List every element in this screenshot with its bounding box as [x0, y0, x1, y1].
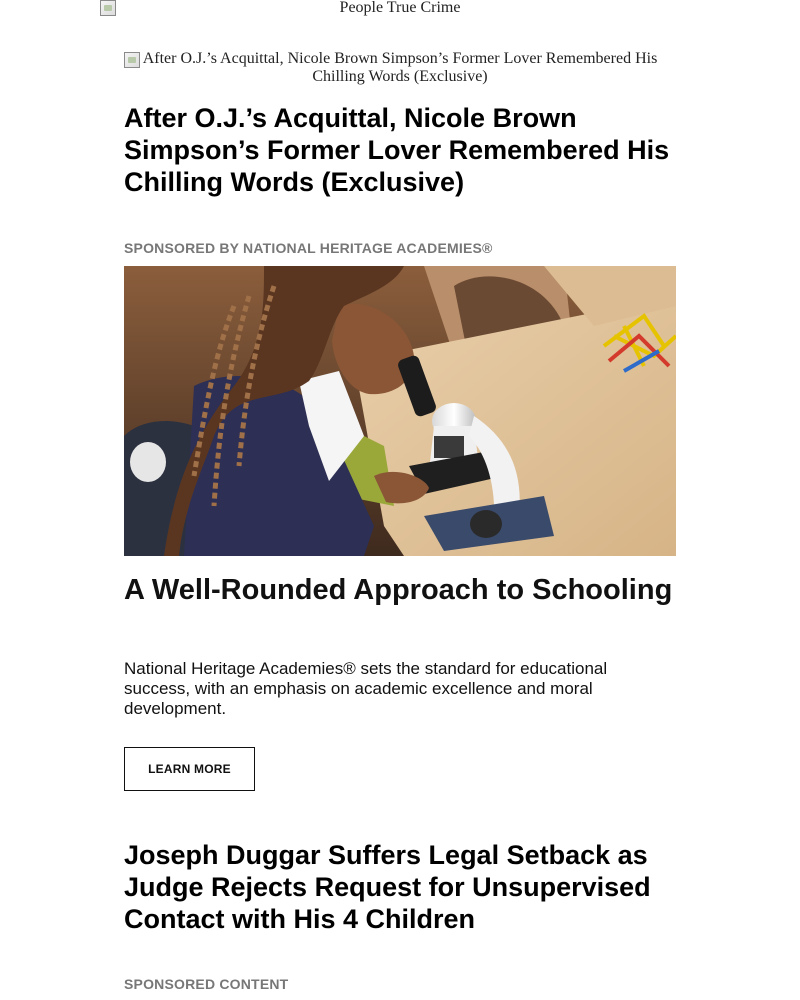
story-headline-link[interactable]: Joseph Duggar Suffers Legal Setback as Judge Rejects Request for Unsupervised Contact with His 4 Children	[124, 840, 651, 934]
sponsor-label: SPONSORED BY NATIONAL HERITAGE ACADEMIES®	[124, 240, 493, 256]
sponsored-photo[interactable]	[124, 266, 676, 556]
student-microscope-illustration	[124, 266, 676, 556]
story-image[interactable]	[124, 50, 676, 86]
story-headline-link[interactable]: After O.J.’s Acquittal, Nicole Brown Simpson’s Former Lover Remembered His Chilling Words (Exclusive)	[124, 103, 670, 197]
logo-alt-text: People True Crime	[339, 0, 461, 16]
learn-more-button[interactable]: LEARN MORE	[124, 747, 255, 791]
sponsored-title-link[interactable]: A Well-Rounded Approach to Schooling	[124, 574, 673, 606]
story-image-alt-text: After O.J.’s Acquittal, Nicole Brown Simpson’s Former Lover Remembered His Chilling Words (Exclusive)	[142, 50, 658, 85]
sponsor-label: SPONSORED CONTENT	[124, 976, 289, 992]
masthead-logo[interactable]	[100, 0, 700, 20]
broken-image-icon	[124, 52, 140, 68]
sponsored-description: National Heritage Academies® sets the standard for educational success, with an emphasis on academic excellence and moral development.	[124, 659, 608, 718]
